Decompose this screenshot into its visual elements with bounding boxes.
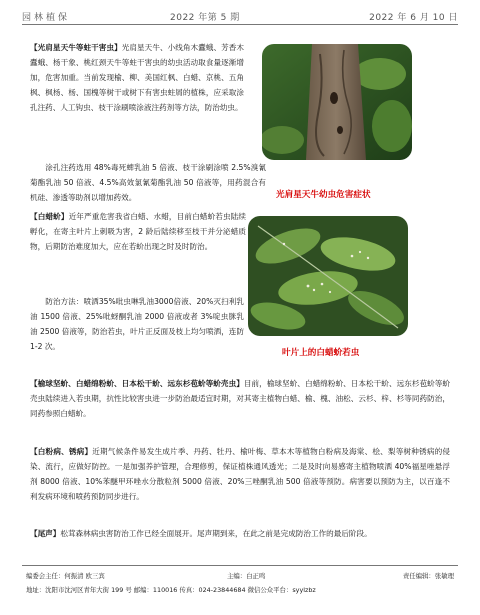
photo-scale-nymphs bbox=[248, 216, 408, 336]
footer-contact-info: 地址：沈阳市沈河区青年大街 199 号 邮编：110016 传真：024-23844684 微信公众平台：syylzbz bbox=[26, 586, 316, 594]
photo-scale-image bbox=[248, 216, 408, 336]
section-longhorn-text bbox=[30, 40, 244, 115]
publication-name: 园林植保 bbox=[22, 13, 71, 23]
figure-2-caption: 叶片上的白蜡蚧若虫 bbox=[282, 348, 360, 358]
section-closing-body: 松茸森林病虫害防治工作已经全面展开。尾声期到来，在此之前是完成防治工作的最后阶段。 bbox=[60, 529, 372, 538]
figure-1-caption: 光肩星天牛幼虫危害症状 bbox=[276, 190, 371, 200]
page-footer bbox=[22, 565, 458, 602]
issue-number: 2022 年第 5 期 bbox=[170, 13, 240, 23]
footer-responsible-editor: 责任编辑：张敏理 bbox=[402, 572, 454, 580]
section-powdery-body: 近期气候条件易发生成片季、丹药、牡丹、榆叶梅、草本木等植物白粉病及海棠、桧、梨等树种锈病的侵染、流行，应做好防控。一是加强养护管理，合理修剪，保证植株通风透光；二是及时向易感寄主植物喷洒 40%福星唑悬浮剂 8000 倍液、10%苯醚甲环唑水分散粒剂 5000 倍液、20%三唑酮乳油 500 倍液等预防。病害要以预防为主，以百逢不利发病环境和喷药预防同步进行。 bbox=[30, 447, 450, 501]
section-whitefly-title: 【白蜡蚧】 bbox=[30, 212, 69, 221]
section-longhorn-detail: 涂孔注药选用 48%毒死蜱乳油 5 倍液、枝干涂刷涂喷 2.5%溴氰菊酯乳油 50 倍液、4.5%高效氯氰菊酯乳油 50 倍液等，用药混合有机硅、渗透等助剂以增加药效。 bbox=[30, 163, 266, 202]
section-powdery-text bbox=[30, 444, 450, 504]
section-longhorn-body: 光肩星天牛、小线角木蠹蛾、芳香木蠹蛾、杨干象、桃红颈天牛等蛀干害虫的幼虫活动取食量逐渐增加，危害加重。当前发现榆、柳、美国红枫、白蜡、京桃、五角枫、枫杨、杨、国槐等树干或树下有害虫蛀屑的植株，应采取涂孔注药、人工钩虫、枝干涂刷喷涂液注药剂等方法，防治幼虫。 bbox=[30, 43, 245, 112]
section-powdery-title: 【白粉病、锈病】 bbox=[30, 447, 93, 456]
footer-editors: 编委会主任：何振清 欧三宾 bbox=[26, 572, 105, 580]
section-whitefly-body: 近年严重危害我省白蜡、水蜡，目前白蜡蚧若虫陆续孵化，在寄主叶片上刺吸为害，2 龄后陆续移至枝干并分泌蜡质物，后期防治难度加大，应在若蚧出现之时及时防治。 bbox=[30, 212, 246, 251]
section-whitefly-text bbox=[30, 209, 246, 254]
section-closing-title: 【尾声】 bbox=[30, 529, 61, 538]
photo-longhorn-image bbox=[262, 44, 412, 160]
footer-chief-editor: 主编：白正鸣 bbox=[227, 572, 266, 580]
photo-longhorn-damage bbox=[262, 44, 412, 160]
section-mealybug-title: 【榆球坚蚧、白蜡绵粉蚧、日本松干蚧、远东杉苞蚧等蚧壳虫】 bbox=[30, 379, 244, 388]
section-closing-text bbox=[30, 526, 450, 541]
section-whitefly-detail: 防治方法：喷洒35%吡虫啉乳油3000倍液、20%灭扫利乳油 1500 倍液、25%吡蚜酮乳油 2000 倍液或者 3%啶虫脒乳油 2500 倍液等，防治若虫，叶片正反面及枝上均匀喷洒，连防 1-2 次。 bbox=[30, 297, 244, 351]
section-mealybug-body: 目前，榆球坚蚧、白蜡绵粉蚧、日本松干蚧、远东杉苞蚧等蚧壳虫陆续进入若虫期，抗性比较害虫进一步防治最适宜时期，对其寄主植物白蜡、榆、槐、油松、云杉、梓、杉等同药防治，同药参照白蜡蚧。 bbox=[30, 379, 451, 418]
page-header bbox=[22, 6, 458, 25]
issue-date: 2022 年 6 月 10 日 bbox=[369, 13, 458, 23]
section-longhorn-title: 【光肩星天牛等蛀干害虫】 bbox=[30, 43, 122, 52]
section-mealybug-text bbox=[30, 376, 450, 421]
